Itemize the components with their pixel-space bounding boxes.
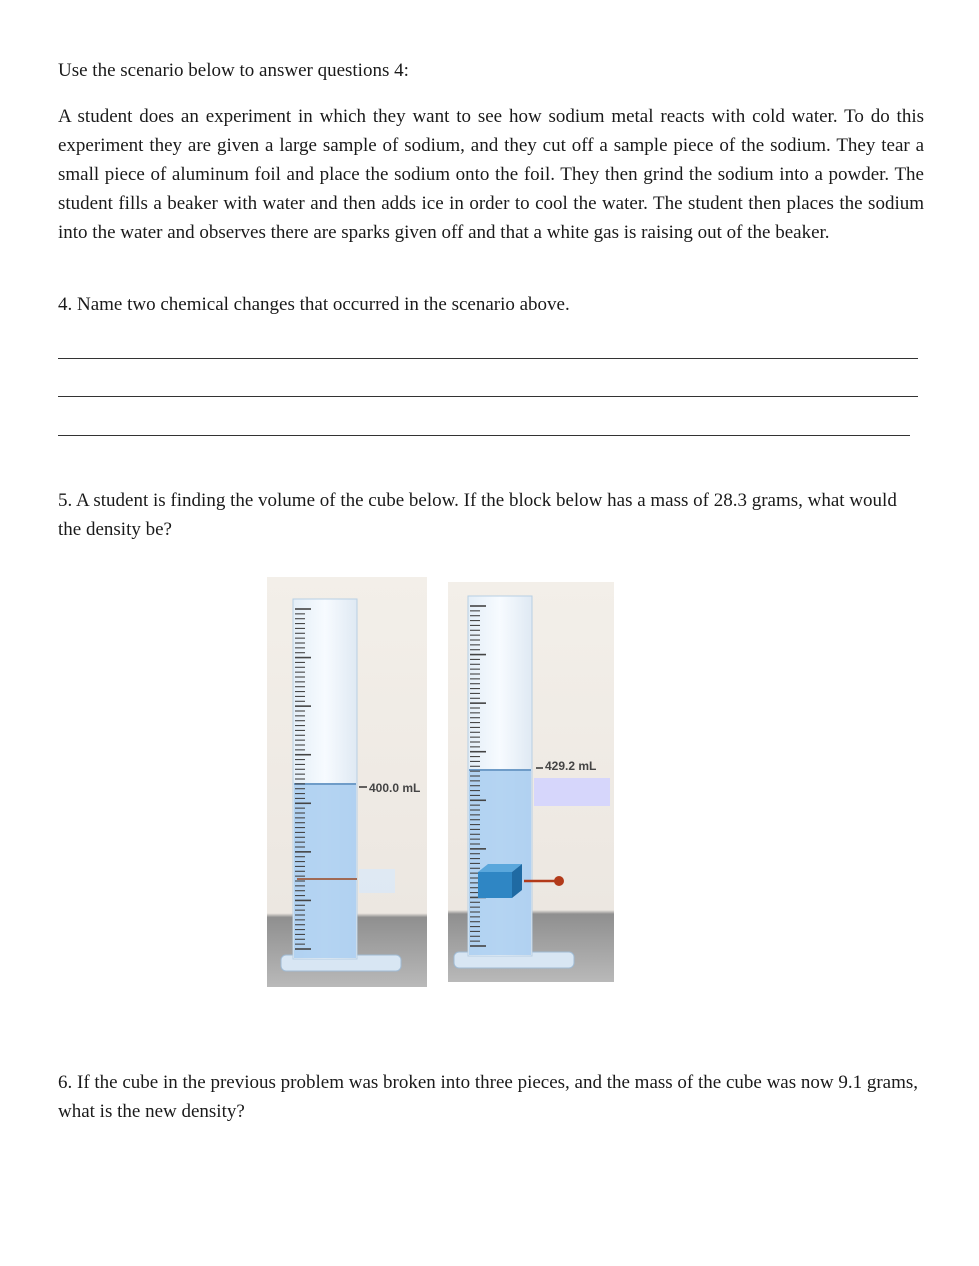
probe-tip — [554, 876, 564, 886]
reading-highlight — [534, 778, 610, 806]
water-column-2 — [469, 770, 531, 955]
scenario-intro: Use the scenario below to answer questions 4: — [58, 60, 409, 81]
answer-line-1[interactable] — [58, 358, 918, 359]
cylinder-panel-2 — [448, 582, 614, 982]
submerged-cube — [478, 864, 522, 898]
answer-line-3[interactable] — [58, 435, 910, 436]
cylinder-panel-1 — [267, 577, 427, 987]
scenario-text: A student does an experiment in which they want to see how sodium metal reacts with cold water. To do this experiment they are given a large sample of sodium, and they cut off a sample piece of the sodium. They tear a small piece of aluminum foil and place the sodium onto the foil. They then grind the sodium into a powder. The student fills a beaker with water and then adds ice in order to cool the water. The student then places the sodium into the water and observes there are sparks given off and that a white gas is raising out of the beaker. — [58, 106, 924, 243]
cylinder-2-reading: 429.2 mL — [545, 759, 597, 773]
question-5: 5. A student is finding the volume of the cube below. If the block below has a mass of 28.3 grams, what would the density be? — [58, 490, 897, 540]
question-6: 6. If the cube in the previous problem was broken into three pieces, and the mass of the cube was now 9.1 grams, what is the new density? — [58, 1072, 919, 1122]
answer-line-2[interactable] — [58, 396, 918, 397]
graduated-cylinders-figure — [267, 577, 617, 989]
question-4: 4. Name two chemical changes that occurred in the scenario above. — [58, 294, 570, 315]
cylinder-1-reading: 400.0 mL — [369, 781, 421, 795]
